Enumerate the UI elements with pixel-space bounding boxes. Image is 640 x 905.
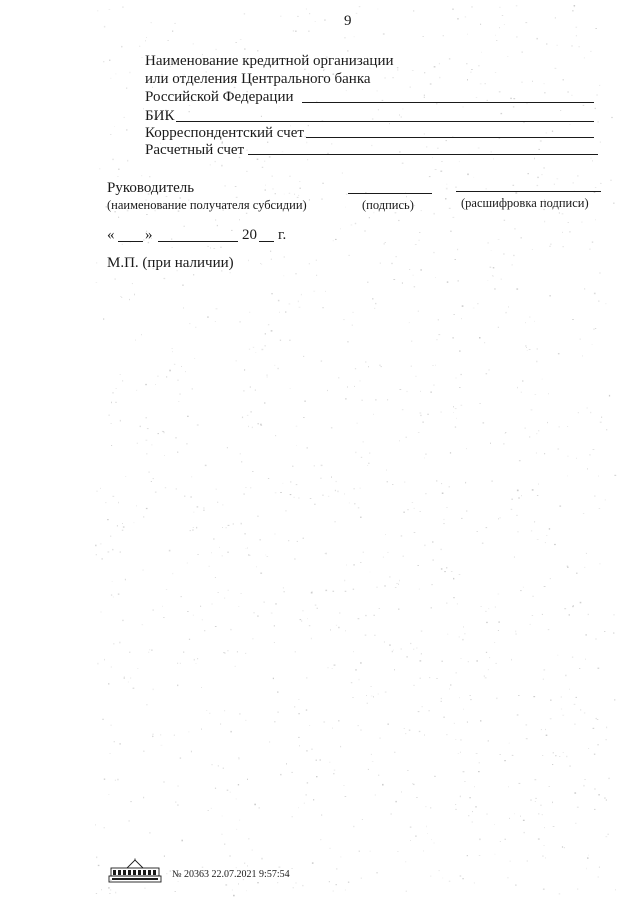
signature-fill-line (348, 193, 432, 194)
bik-label: БИК (145, 108, 175, 124)
document-stamp: № 20363 22.07.2021 9:57:54 (172, 869, 290, 880)
recipient-caption: (наименование получателя субсидии) (107, 198, 307, 212)
corr-account-label: Корреспондентский счет (145, 125, 304, 141)
date-year-suffix: г. (278, 227, 287, 243)
settlement-account-fill-line (248, 154, 598, 155)
building-logo-icon (107, 858, 163, 884)
date-day-line (118, 241, 143, 242)
settlement-account-label: Расчетный счет (145, 142, 245, 158)
bank-name-label-line3: Российской Федерации (145, 89, 294, 105)
date-open-quote: « (107, 227, 115, 243)
seal-note: М.П. (при наличии) (107, 255, 234, 271)
bank-name-label-line1: Наименование кредитной организации (145, 53, 394, 69)
date-year-line (259, 241, 274, 242)
decryption-fill-line (456, 191, 601, 192)
bank-name-label-line2: или отделения Центрального банка (145, 71, 371, 87)
date-month-line (158, 241, 238, 242)
date-close-quote: » (145, 227, 153, 243)
signature-caption: (подпись) (362, 198, 414, 212)
bik-fill-line (176, 121, 594, 122)
bank-name-fill-line (302, 102, 594, 103)
page-number: 9 (344, 13, 352, 29)
decryption-caption: (расшифровка подписи) (461, 196, 589, 210)
corr-account-fill-line (306, 137, 594, 138)
head-label: Руководитель (107, 180, 195, 196)
date-year-prefix: 20 (242, 227, 257, 243)
